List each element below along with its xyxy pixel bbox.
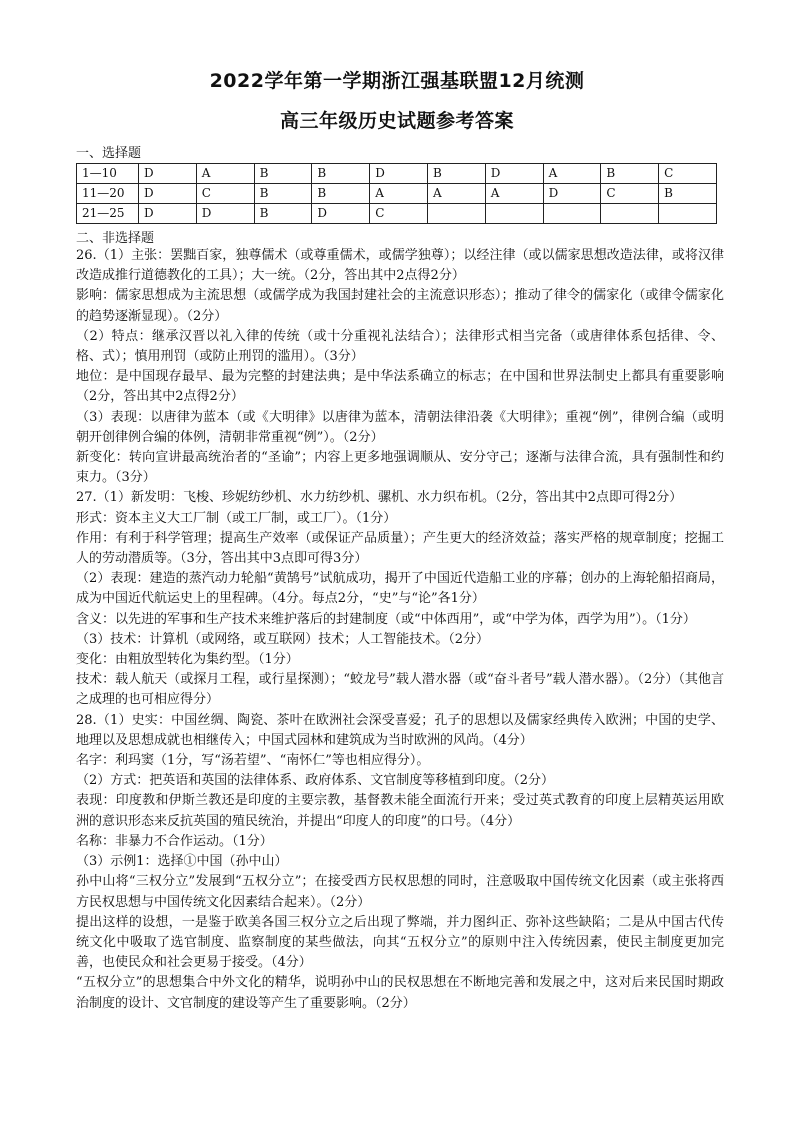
answer-cell: A	[427, 184, 485, 204]
table-row	[77, 184, 717, 204]
answer-cell	[485, 204, 543, 224]
answer-paragraph: 地位：是中国现存最早、最为完整的封建法典；是中华法系确立的标志；在中国和世界法制史上都具有重要影响（2分，答出其中2点得2分）	[76, 369, 724, 405]
answer-cell	[427, 204, 485, 224]
answer-paragraph: （3）表现：以唐律为蓝本（或《大明律》以唐律为蓝本，清朝法律沿袭《大明律》；重视“例”，律例合编（或明朝开创律例合编的体例，清朝非常重视“例”）。（2分）	[76, 409, 724, 445]
section-heading-nonchoice: 二、非选择题	[76, 231, 155, 246]
answer-paragraph: 变化：由粗放型转化为集约型。（1分）	[76, 652, 299, 668]
answer-paragraph: 形式：资本主义大工厂制（或工厂制，或工厂）。（1分）	[76, 510, 397, 526]
answer-cell: D	[196, 204, 254, 224]
answer-text-body	[76, 246, 724, 1014]
answer-cell: D	[543, 184, 601, 204]
answer-paragraph: （3）示例1：选择①中国（孙中山）	[76, 854, 288, 870]
answer-paragraph: 含义：以先进的军事和生产技术来维护落后的封建制度（或“中体西用”，或“中学为体，西学为用”）。（1分）	[76, 611, 696, 627]
answer-paragraph: 作用：有利于科学管理；提高生产效率（或保证产品质量）；产生更大的经济效益；落实严格的规章制度；挖掘工人的劳动潜质等。（3分，答出其中3点即可得3分）	[76, 530, 724, 567]
section-heading-choice: 一、选择题	[76, 146, 142, 161]
answer-paragraph: 27.（1）新发明：飞梭、珍妮纺纱机、水力纺纱机、骡机、水力织布机。（2分，答出其中2点即可得2分）	[76, 490, 683, 506]
answer-cell: D	[139, 184, 197, 204]
answer-cell: B	[254, 204, 312, 224]
answer-cell: A	[196, 164, 254, 184]
answer-cell: D	[370, 164, 428, 184]
answer-paragraph: （2）方式：把英语和英国的法律体系、政府体系、文官制度等移植到印度。（2分）	[76, 773, 555, 789]
answer-cell: C	[659, 164, 717, 184]
answer-cell	[543, 204, 601, 224]
table-row	[77, 164, 717, 184]
answer-cell: C	[370, 204, 428, 224]
answer-cell: B	[312, 184, 370, 204]
answer-paragraph: 提出这样的设想，一是鉴于欧美各国三权分立之后出现了弊端，并力图纠正、弥补这些缺陷；二是从中国古代传统文化中吸取了选官制度、监察制度的某些做法，向其“五权分立”的原则中注入传统因素，使民主制度更加完善，也使民众和社会更易于接受。（4分）	[76, 914, 724, 971]
answer-cell: D	[139, 164, 197, 184]
answer-cell: A	[370, 184, 428, 204]
page-subtitle: 高三年级历史试题参考答案	[279, 110, 514, 132]
answer-paragraph: （3）技术：计算机（或网络，或互联网）技术；人工智能技术。（2分）	[76, 631, 490, 647]
answer-paragraph: 名字：利玛窦（1分，写“汤若望”、“南怀仁”等也相应得分）。	[76, 753, 430, 769]
answer-cell: B	[312, 164, 370, 184]
answer-paragraph: 表现：印度教和伊斯兰教还是印度的主要宗教，基督教未能全面流行开来；受过英式教育的印度上层精英运用欧洲的意识形态来反抗英国的殖民统治，并提出“印度人的印度”的口号。（4分）	[76, 793, 724, 829]
answer-cell: D	[312, 204, 370, 224]
answer-cell	[601, 204, 659, 224]
answer-paragraph: 影响：儒家思想成为主流思想（或儒学成为我国封建社会的主流意识形态）；推动了律令的儒家化（或律令儒家化的趋势逐渐显现）。（2分）	[76, 288, 724, 324]
answer-paragraph: （2）表现：建造的蒸汽动力轮船“黄鹄号”试航成功，揭开了中国近代造船工业的序幕；创办的上海轮船招商局，成为中国近代航运史上的里程碑。（4分。每点2分，“史”与“论”各1分）	[76, 571, 724, 607]
multiple-choice-answer-table	[76, 163, 717, 224]
page-title: 2022学年第一学期浙江强基联盟12月统测	[209, 70, 585, 92]
answer-cell: C	[196, 184, 254, 204]
answer-paragraph: “五权分立”的思想集合中外文化的精华，说明孙中山的民权思想在不断地完善和发展之中，这对后来民国时期政治制度的设计、文官制度的建设等产生了重要影响。（2分）	[76, 975, 724, 1011]
question-range-cell: 11—20	[77, 184, 139, 204]
question-range-cell: 1—10	[77, 164, 139, 184]
answer-cell: C	[601, 184, 659, 204]
answer-cell: B	[254, 164, 312, 184]
answer-paragraph: 26.（1）主张：罢黜百家，独尊儒术（或尊重儒术，或儒学独尊）；以经注律（或以儒家思想改造法律，或将汉律改造成推行道德教化的工具）；大一统。（2分，答出其中2点得2分）	[76, 248, 724, 284]
answer-cell: B	[601, 164, 659, 184]
answer-cell: D	[485, 164, 543, 184]
answer-cell: A	[543, 164, 601, 184]
answer-cell: B	[659, 184, 717, 204]
answer-paragraph: 28.（1）史实：中国丝绸、陶瓷、茶叶在欧洲社会深受喜爱；孔子的思想以及儒家经典传入欧洲；中国的史学、地理以及思想成就也相继传入；中国式园林和建筑成为当时欧洲的风尚。（4分）	[76, 712, 724, 748]
answer-cell	[659, 204, 717, 224]
answer-paragraph: 名称：非暴力不合作运动。（1分）	[76, 833, 273, 849]
answer-paragraph: 技术：载人航天（或探月工程，或行星探测）；“蛟龙号”载人潜水器（或“奋斗者号”载人潜水器）。（2分）（其他言之成理的也可相应得分）	[76, 672, 724, 708]
answer-cell: A	[485, 184, 543, 204]
question-range-cell: 21—25	[77, 204, 139, 224]
answer-cell: B	[427, 164, 485, 184]
answer-paragraph: 新变化：转向宣讲最高统治者的“圣谕”；内容上更多地强调顺从、安分守己；逐渐与法律合流，具有强制性和约束力。（3分）	[76, 450, 724, 486]
table-row	[77, 204, 717, 224]
answer-paragraph: 孙中山将“三权分立”发展到“五权分立”；在接受西方民权思想的同时，注意吸取中国传统文化因素（或主张将西方民权思想与中国传统文化因素结合起来）。（2分）	[76, 874, 724, 910]
answer-cell: D	[139, 204, 197, 224]
answer-cell: B	[254, 184, 312, 204]
answer-paragraph: （2）特点：继承汉晋以礼入律的传统（或十分重视礼法结合）；法律形式相当完备（或唐律体系包括律、令、格、式）；慎用刑罚（或防止刑罚的滥用）。（3分）	[76, 328, 724, 365]
